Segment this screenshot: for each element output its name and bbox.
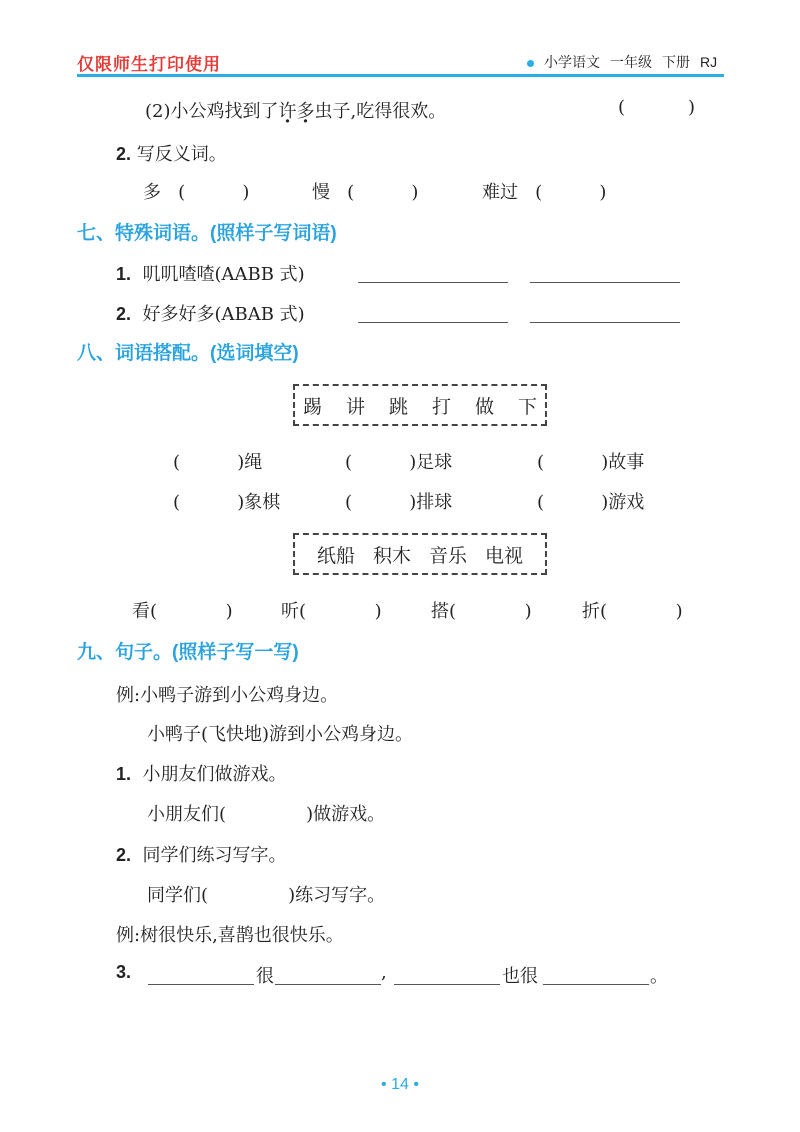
sentence-word: 也很 (502, 966, 538, 987)
word-option: 积木 (372, 544, 411, 567)
answer-line[interactable] (148, 984, 254, 985)
section-8-title: 八、词语搭配。(选词填空) (77, 343, 299, 364)
pair-blank: 搭( ) (431, 601, 532, 622)
q7-item-2: 2. 好多好多(ABAB 式) (116, 304, 305, 325)
example-2: 例:树很快乐,喜鹊也很快乐。 (116, 925, 344, 946)
antonym-2: 慢 ( ) (312, 182, 419, 203)
word-option: 打 (432, 395, 452, 418)
antonym-title: 2. 写反义词。 (116, 144, 227, 164)
pair-blank: ( )排球 (345, 492, 453, 513)
word-option: 讲 (345, 395, 365, 418)
pair-blank: 看( ) (132, 601, 233, 622)
example-1-expanded: 小鸭子(飞快地)游到小公鸡身边。 (147, 724, 414, 745)
word-option: 音乐 (429, 544, 468, 567)
q9-item-1: 1. 小朋友们做游戏。 (116, 764, 287, 785)
page-number: • 14 • (381, 1076, 419, 1093)
book-info (527, 52, 727, 72)
word-option: 跳 (388, 395, 408, 418)
word-option: 电视 (485, 544, 524, 567)
pair-blank: 听( ) (281, 601, 382, 622)
answer-line[interactable] (530, 282, 680, 283)
pair-blank: ( )游戏 (537, 492, 645, 513)
answer-line[interactable] (358, 322, 508, 323)
answer-line[interactable] (530, 322, 680, 323)
pair-blank: ( )象棋 (173, 492, 281, 513)
answer-line[interactable] (275, 984, 381, 985)
grade-label: 一年级 (610, 54, 652, 70)
example-1-original: 例:小鸭子游到小公鸡身边。 (116, 685, 339, 706)
q9-item-1-fill: 小朋友们( )做游戏。 (147, 804, 386, 825)
antonym-1: 多 ( ) (143, 182, 250, 203)
answer-line[interactable] (394, 984, 500, 985)
word-box-verbs (293, 384, 547, 426)
word-option: 踢 (302, 395, 322, 418)
print-notice: 仅限师生打印使用 (77, 55, 221, 74)
antonym-3: 难过 ( ) (482, 182, 607, 203)
volume-label: 下册 (662, 54, 690, 70)
word-option: 纸船 (316, 544, 355, 567)
pair-blank: ( )足球 (345, 452, 453, 473)
section-9-title: 九、句子。(照样子写一写) (77, 642, 299, 663)
q9-item-3-num: 3. (116, 962, 132, 982)
q7-item-1: 1. 叽叽喳喳(AABB 式) (116, 264, 305, 285)
sentence-word: , (381, 962, 387, 983)
edition-label: RJ (700, 54, 718, 70)
bullet-dot-icon (527, 60, 534, 67)
section-7-title: 七、特殊词语。(照样子写词语) (77, 223, 337, 244)
word-option: 下 (518, 395, 538, 418)
sentence-word: 。 (650, 966, 668, 987)
pair-blank: ( )故事 (537, 452, 645, 473)
sentence-word: 很 (256, 966, 274, 987)
q9-item-2: 2. 同学们练习写字。 (116, 845, 287, 866)
q9-item-2-fill: 同学们( )练习写字。 (147, 885, 386, 906)
pair-blank: ( )绳 (173, 452, 263, 473)
pair-blank: 折( ) (582, 601, 683, 622)
answer-line[interactable] (358, 282, 508, 283)
word-option: 做 (475, 395, 495, 418)
word-box-nouns (293, 533, 547, 575)
answer-line[interactable] (543, 984, 649, 985)
subject-label: 小学语文 (544, 54, 600, 70)
header-divider (77, 74, 724, 77)
q6-item2-sentence: (2)小公鸡找到了许多虫子,吃得很欢。 (145, 101, 447, 122)
q6-item2-answer: ( ) (618, 97, 695, 118)
